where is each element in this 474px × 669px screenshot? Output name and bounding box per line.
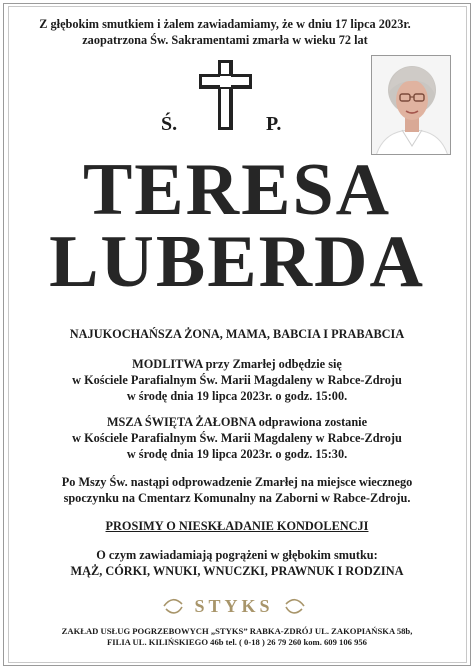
last-name: LUBERDA (49, 221, 425, 303)
closing-line-1: O czym zawiadamiają pogrążeni w głębokim smutku: (96, 548, 378, 562)
burial-line-2: spoczynku na Cmentarz Komunalny na Zaborni w Rabce-Zdroju. (63, 491, 411, 505)
intro-line-1: Z głębokim smutkiem i żalem zawiadamiamy, że w dniu 17 lipca 2023r. (39, 17, 411, 31)
closing-line-2: MĄŻ, CÓRKI, WNUKI, WNUCZKI, PRAWNUK I RODZINA (70, 564, 404, 578)
portrait-photo (371, 55, 451, 155)
prefix-s: Ś. (161, 113, 178, 135)
styks-logo (160, 593, 308, 619)
mass-line-3: w środę dnia 19 lipca 2023r. o godz. 15:30. (126, 447, 348, 461)
condolence-request: PROSIMY O NIESKŁADANIE KONDOLENCJI (105, 519, 369, 533)
intro-text (34, 16, 416, 48)
relations-line: NAJUKOCHAŃSZA ŻONA, MAMA, BABCIA I PRABABCIA (69, 327, 405, 341)
prayer-line-1: MODLITWA przy Zmarłej odbędzie się (132, 357, 342, 371)
mass-line-1: MSZA ŚWIĘTA ŻAŁOBNA odprawiona zostanie (106, 415, 368, 429)
prayer-line-2: w Kościele Parafialnym Św. Marii Magdaleny w Rabce-Zdroju (72, 373, 402, 387)
prefix-p: P. (266, 113, 282, 135)
mass-line-2: w Kościele Parafialnym Św. Marii Magdaleny w Rabce-Zdroju (72, 431, 402, 445)
burial-line-1: Po Mszy Św. nastąpi odprowadzenie Zmarłej na miejsce wiecznego (61, 475, 413, 489)
intro-line-2: zaopatrzona Św. Sakramentami zmarła w wieku 72 lat (82, 33, 368, 47)
cross-icon (197, 60, 253, 132)
footer-line-1: ZAKŁAD USŁUG POGRZEBOWYCH „STYKS” RABKA-ZDRÓJ UL. ZAKOPIAŃSKA 58b, (61, 626, 413, 636)
logo-text: STYKS (194, 596, 274, 616)
first-name: TERESA (82, 149, 392, 231)
footer-line-2: FILIA UL. KILIŃSKIEGO 46b tel. ( 0-18 ) 26 79 260 kom. 609 106 956 (107, 637, 367, 647)
prayer-line-3: w środę dnia 19 lipca 2023r. o godz. 15:00. (126, 389, 348, 403)
